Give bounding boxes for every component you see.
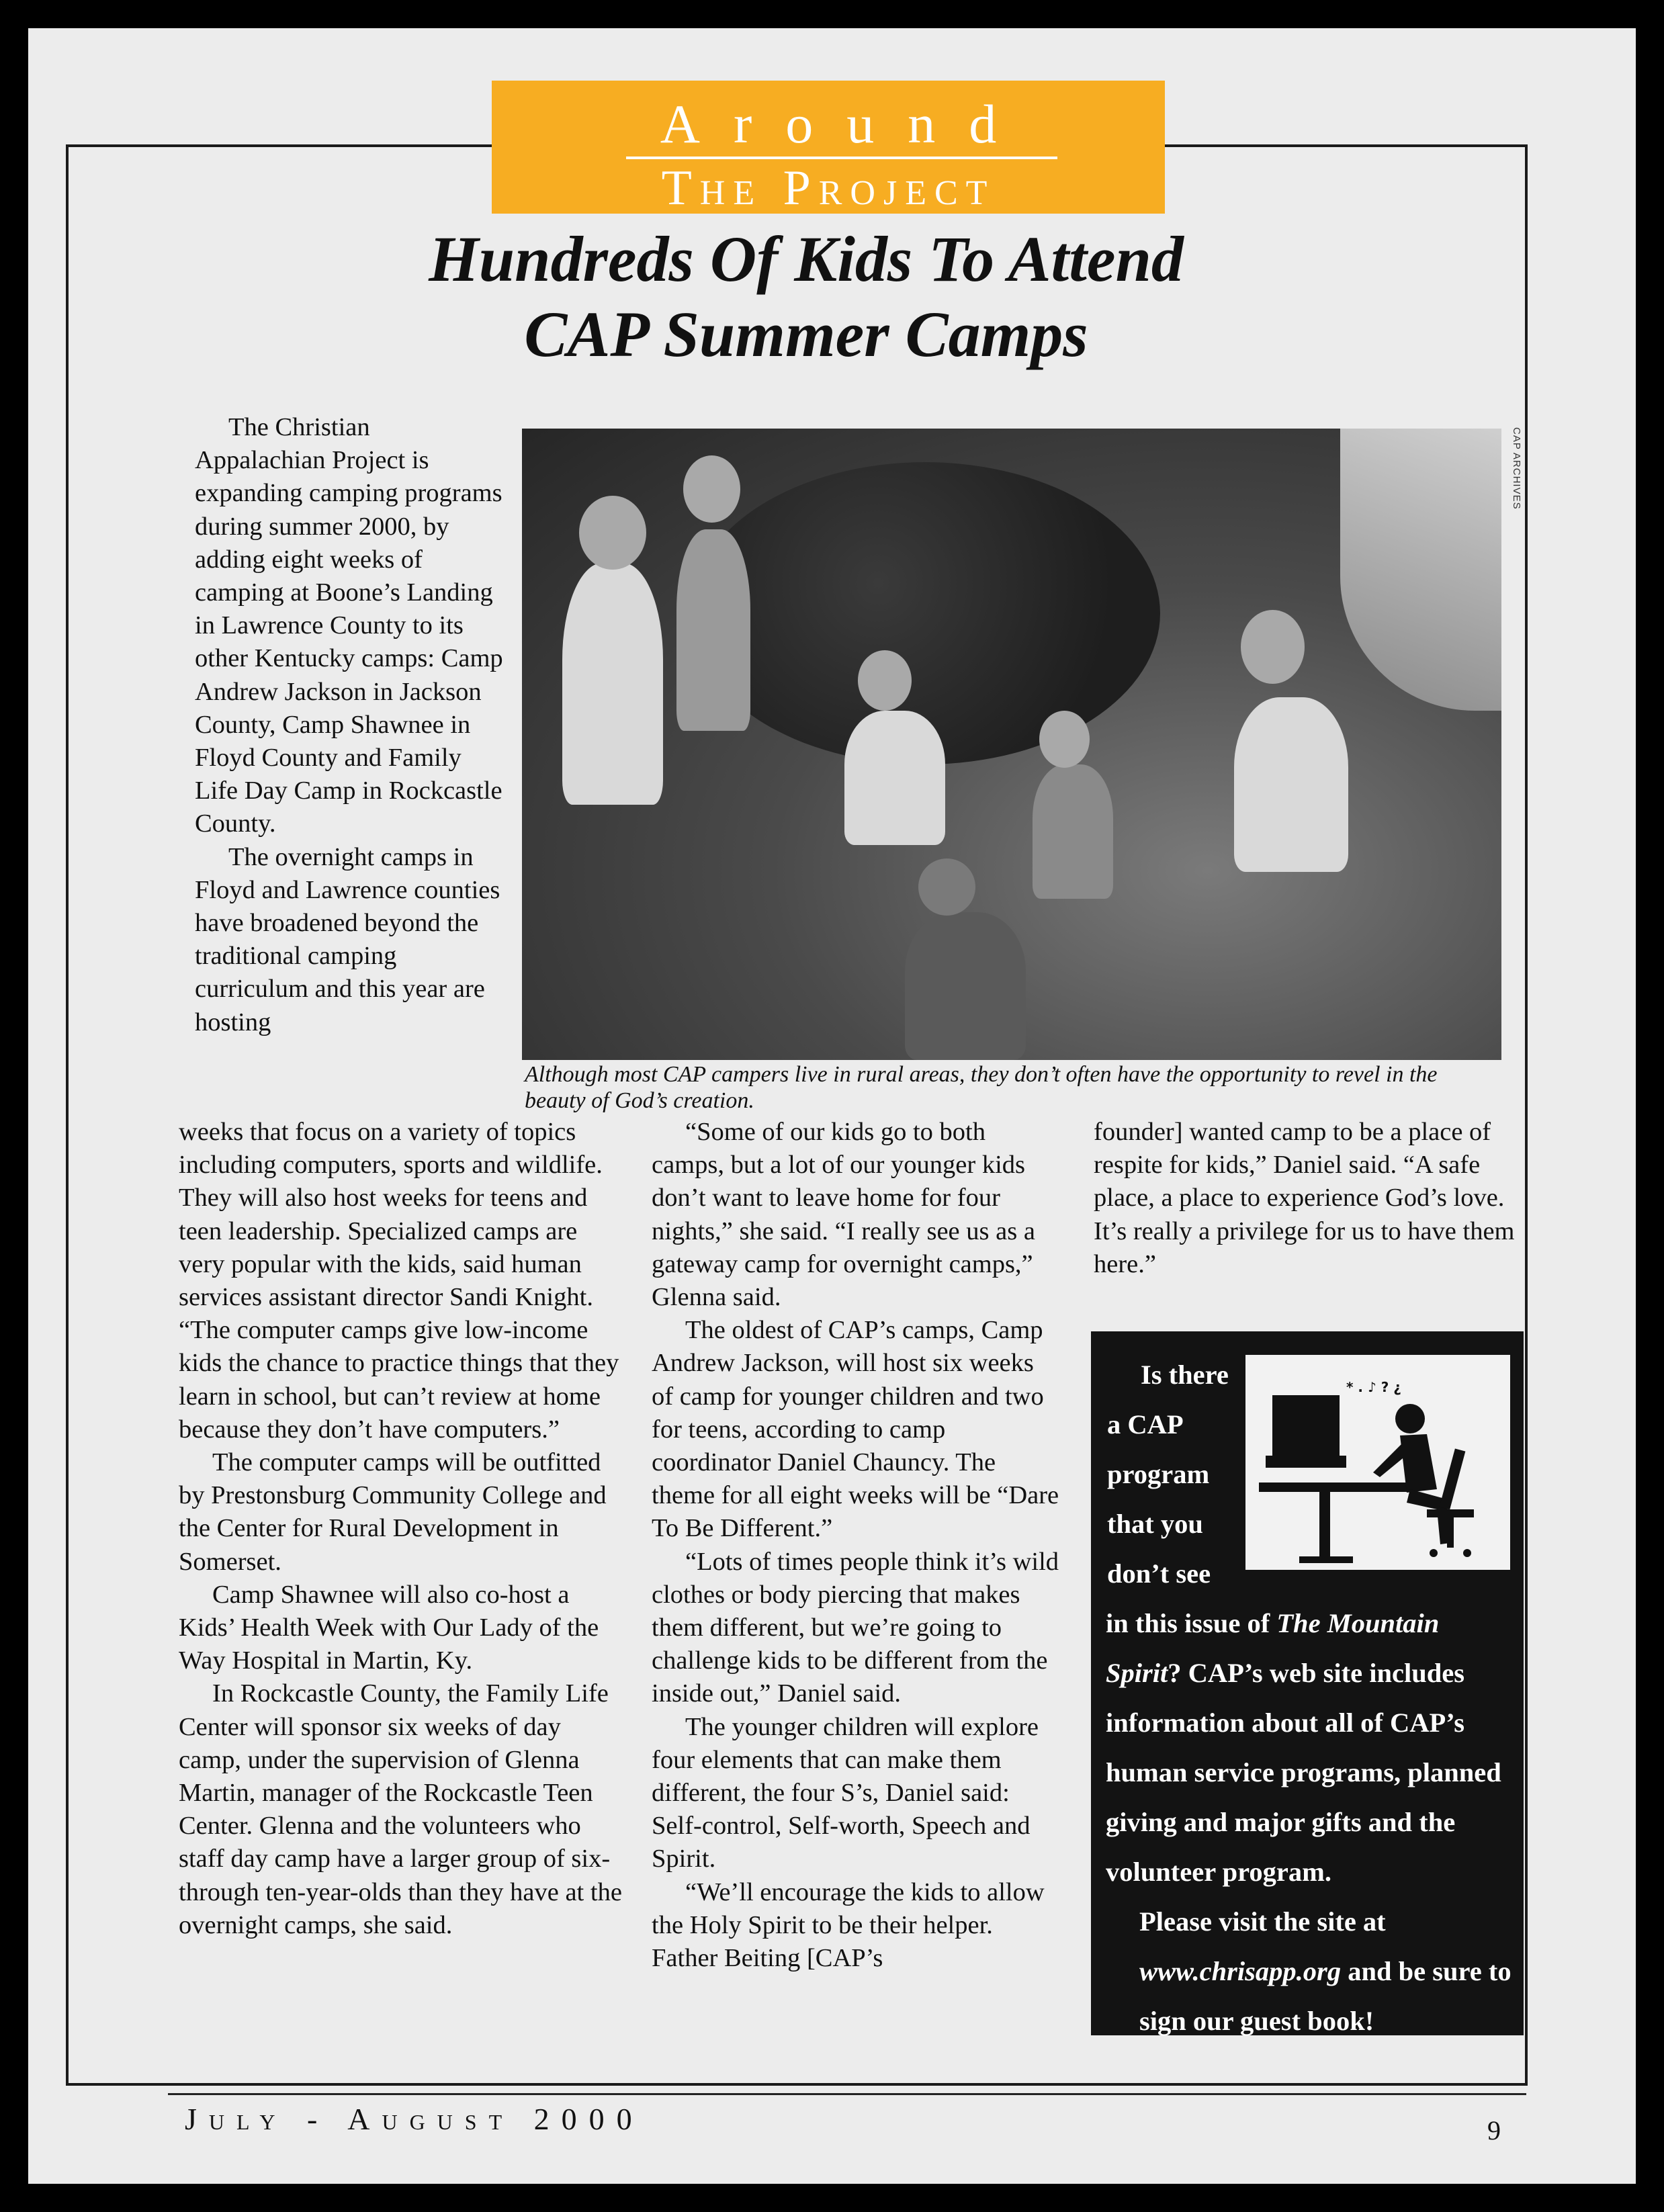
paragraph: The oldest of CAP’s camps, Camp Andrew Jackson, will host six weeks of camp for younger children and two for teens, according to camp coordinator Daniel Chauncy. The theme for all eight weeks will be “Dare To Be Different.”: [652, 1316, 1059, 1543]
banner-line-2: The Project: [661, 161, 996, 216]
ad-line: Is there: [1141, 1360, 1229, 1390]
page-number: 9: [1487, 2115, 1501, 2145]
photo-figure-head: [579, 496, 646, 570]
headline-line-2: CAP Summer Camps: [524, 298, 1088, 370]
paragraph: The Christian Appalachian Project is expanding camping programs during summer 2000, by adding eight weeks of camping at Boone’s Landing in Lawrence County to its other Kentucky camps: Camp Andrew Jackson in Jackson County, Camp Shawnee in Floyd County and Family Life Day Camp in Rockcastle County.: [195, 413, 503, 838]
paragraph: In Rockcastle County, the Family Life Center will sponsor six weeks of day camp, under the supervision of Glenna Martin, manager of the Rockcastle Teen Center. Glenna and the volunteers who staff day camp have a larger group of six- through ten-year-olds than they have at the overnight camps, she said.: [179, 1679, 622, 1939]
photo-caption: Although most CAP campers live in rural areas, they don’t often have the opportunity to revel in the beauty of God’s creation.: [525, 1062, 1438, 1113]
photo-figure-head: [683, 455, 740, 523]
paragraph: The computer camps will be outfitted by Prestonsburg Community College and the Center for Rural Development in Somerset.: [179, 1448, 607, 1576]
paragraph: Camp Shawnee will also co-host a Kids’ Health Week with Our Lady of the Way Hospital in Martin, Ky.: [179, 1580, 599, 1675]
headline-line-1: Hundreds Of Kids To Attend: [429, 223, 1184, 295]
paragraph: The younger children will explore four elements that can make them different, the four S’s, Daniel said: Self-control, Self-worth, Speech and Spirit.: [652, 1712, 1039, 1873]
banner-divider: [626, 157, 1057, 159]
headline: [202, 222, 1411, 372]
footer-divider: [168, 2093, 1526, 2095]
ad-body-text: [1106, 1599, 1516, 2046]
photo-credit: CAP ARCHIVES: [1511, 427, 1522, 510]
ad-line: program: [1107, 1459, 1210, 1489]
photo-figure-head: [1039, 711, 1090, 768]
article-column-1-top: [195, 411, 504, 1039]
paragraph: “We’ll encourage the kids to allow the Holy Spirit to be their helper. Father Beiting [CAP’s: [652, 1877, 1045, 1973]
web-site-ad: [1091, 1331, 1524, 2035]
article-column-1-bottom: [179, 1116, 622, 1942]
ad-line: don’t see: [1107, 1558, 1211, 1589]
photo-rock: [1340, 429, 1501, 711]
banner-line-1: Around: [660, 93, 1031, 154]
paragraph: founder] wanted camp to be a place of respite for kids,” Daniel said. “A safe place, a place to experience God’s love. It’s really a privilege for us to have them here.”: [1094, 1118, 1515, 1278]
photo-figure-head: [858, 650, 912, 711]
ad-text: ? CAP’s web site includes information about all of CAP’s human service programs, planned giving and major gifts and the volunteer program.: [1106, 1658, 1501, 1887]
photo-figure: [1234, 697, 1348, 872]
photo-figure-head: [918, 858, 975, 916]
photo-figure: [905, 912, 1026, 1060]
photo-figure: [676, 529, 750, 731]
svg-text:* . ♪ ? ¿: * . ♪ ? ¿: [1346, 1379, 1401, 1395]
ad-text: and be sure to sign our guest book!: [1139, 1956, 1512, 2036]
issue-date: July - August 2000: [185, 2102, 644, 2136]
paragraph: “Some of our kids go to both camps, but a lot of our younger kids don’t want to leave home for four nights,” she said. “I really see us as a gateway camp for overnight camps,” Glenna said.: [652, 1118, 1035, 1312]
article-column-3: [1094, 1116, 1537, 1281]
photo-figure-head: [1241, 610, 1305, 684]
magazine-title: The Mountain Spirit: [1106, 1608, 1440, 1688]
paragraph: “Lots of times people think it’s wild clothes or body piercing that makes them different, but we’re going to challenge kids to be different from the inside out,” Daniel said.: [652, 1547, 1059, 1708]
computer-user-icon: [1245, 1355, 1510, 1570]
photo-figure: [844, 711, 945, 845]
photo-figure: [1033, 764, 1113, 899]
ad-line: that you: [1107, 1509, 1203, 1539]
section-banner: [492, 81, 1165, 214]
paragraph: The overnight camps in Floyd and Lawrence counties have broadened beyond the traditional camping curriculum and this year are hosting: [195, 842, 500, 1036]
paragraph: weeks that focus on a variety of topics including computers, sports and wildlife. They will also host weeks for teens and teen leadership. Specialized camps are very popular with the kids, said human services assistant director Sandi Knight. “The computer camps give low-income kids the chance to practice things that they learn in school, but can’t review at home because they don’t have computers.”: [179, 1118, 619, 1444]
ad-text: Please visit the site at: [1139, 1906, 1386, 1937]
web-url: www.chrisapp.org: [1139, 1956, 1342, 1986]
article-column-2: [652, 1116, 1061, 1975]
photo-figure: [562, 563, 663, 805]
ad-left-text: [1107, 1350, 1241, 1599]
camp-photo: [522, 429, 1501, 1060]
ad-line: a CAP: [1107, 1409, 1184, 1440]
ad-text: in this issue of: [1106, 1608, 1277, 1638]
